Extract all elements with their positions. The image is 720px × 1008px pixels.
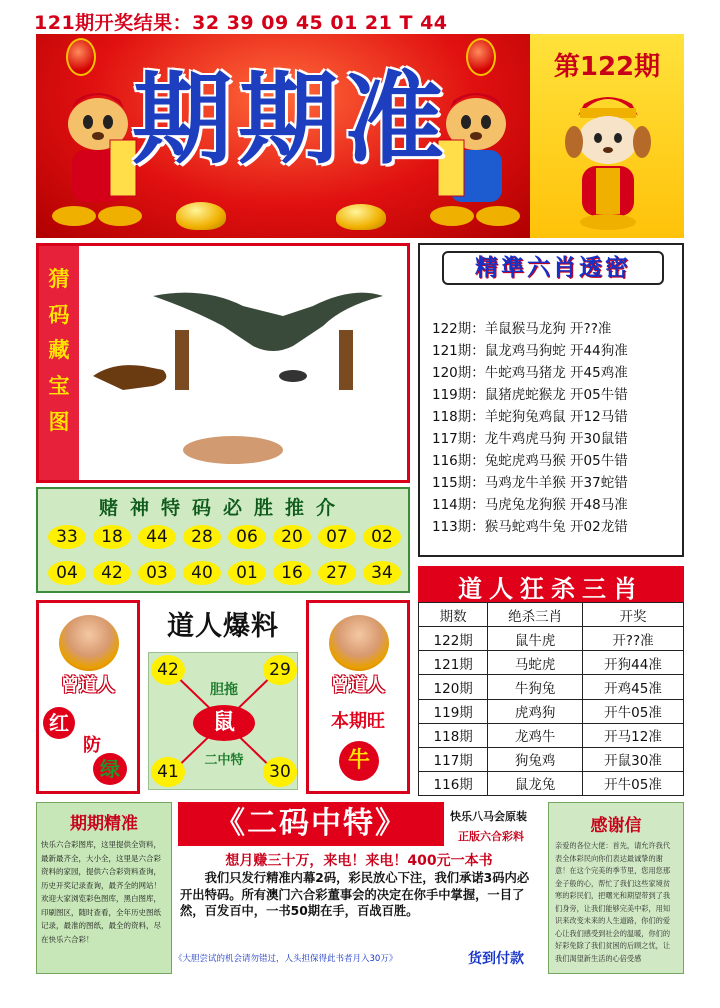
kill-table-row <box>419 771 684 795</box>
lantern-icon <box>66 38 96 76</box>
kill-cell: 121期 <box>419 651 488 675</box>
guess-label-char: 猜 <box>48 267 70 291</box>
six-zodiac-row: 113期：猴马蛇鸡牛兔 开02龙错 <box>432 519 628 535</box>
six-zodiac-row: 114期：马虎兔龙狗猴 开48马准 <box>432 497 628 513</box>
kill-table-row <box>419 747 684 771</box>
cod-label: 货到付款 <box>468 951 524 967</box>
lucky-animal: 牛 <box>339 741 379 781</box>
kill-cell: 鼠龙兔 <box>488 771 583 795</box>
six-zodiac-row: 120期：牛蛇鸡马猪龙 开45鸡准 <box>432 365 628 381</box>
burst-title: 道人爆料 <box>167 611 279 642</box>
burst-number: 29 <box>263 655 297 685</box>
burst-number: 41 <box>151 757 185 787</box>
kill-cell: 龙鸡牛 <box>488 723 583 747</box>
six-zodiac-row: 119期：鼠猪虎蛇猴龙 开05牛错 <box>432 387 628 403</box>
issue-panel <box>530 34 684 238</box>
kill-table-row <box>419 723 684 747</box>
number-ball: 27 <box>318 561 356 585</box>
kill-table-row <box>419 627 684 651</box>
kill-cell: 开牛05准 <box>582 699 683 723</box>
number-ball: 03 <box>138 561 176 585</box>
number-ball: 20 <box>273 525 311 549</box>
number-ball: 28 <box>183 525 221 549</box>
six-zodiac-title: 精準六肖透密 <box>475 255 631 281</box>
thanks-letter-panel <box>548 802 684 974</box>
taoist-left-panel <box>36 600 140 794</box>
guess-label-char: 图 <box>48 409 70 434</box>
two-code-title: 《二码中特》 <box>178 802 444 846</box>
kill-cell: 开??准 <box>582 627 683 651</box>
kill-cell: 开牛05准 <box>582 771 683 795</box>
title-banner <box>36 34 530 238</box>
number-ball: 01 <box>228 561 266 585</box>
number-ball: 33 <box>48 525 86 549</box>
accuracy-panel <box>36 802 172 974</box>
number-ball: 06 <box>228 525 266 549</box>
issue-number: 第122期 <box>553 52 661 82</box>
kill-title: 道人狂杀三肖 <box>458 575 644 603</box>
er-label: 二中特 <box>204 753 244 768</box>
thanks-text: 亲爱的各位大佬：首先，请允许我代表全体彩民向你们表达最诚挚的谢意！在这个完美的季节里，您用您那金子般的心，帮忙了我们这些家境贫寒的彩民们，把曙光和期望带到了我们身旁，让我们能够完美中彩，用知识来改变未来的人生道路，你们的爱心让我们感受到社会的温暖，你们的好彩免除了我们贫困的后顾之忧，让我们渴望新生活的心倍受感 <box>555 841 671 963</box>
kill-cell: 马蛇虎 <box>488 651 583 675</box>
kill-cell: 鼠牛虎 <box>488 627 583 651</box>
kill-col-header: 绝杀三肖 <box>488 603 583 627</box>
six-zodiac-row: 122期：羊鼠猴马龙狗 开??准 <box>432 321 612 337</box>
number-ball: 40 <box>183 561 221 585</box>
six-zodiac-row: 116期：兔蛇虎鸡马猴 开05牛错 <box>432 453 628 469</box>
taoist-burst-panel <box>144 600 302 794</box>
kill-cell: 开马12准 <box>582 723 683 747</box>
gamble-numbers-panel <box>36 487 410 593</box>
six-zodiac-title-box <box>442 251 664 285</box>
ad-sub-1: 快乐八马会原装 <box>450 810 527 823</box>
taoist-right-panel <box>306 600 410 794</box>
kill-col-header: 开奖 <box>582 603 683 627</box>
burst-number-grid <box>148 652 298 790</box>
kill-cell: 118期 <box>419 723 488 747</box>
ad-sub-2: 正版六合彩料 <box>458 830 524 843</box>
guess-label-char: 码 <box>48 302 70 327</box>
accuracy-title: 期期精准 <box>70 814 138 834</box>
guess-picture-panel <box>36 243 410 483</box>
gold-ingot-icon <box>176 202 226 230</box>
ad-slogan: 想月赚三十万，来电！来电！400元一本书 <box>225 853 493 869</box>
number-ball: 18 <box>93 525 131 549</box>
lucky-label: 本期旺 <box>331 711 385 732</box>
kill-cell: 120期 <box>419 675 488 699</box>
accuracy-text: 快乐六合彩图库，这里提供全资料，最新最齐全，大小全，这里是六合彩资料的家园，提供六合彩资料查询，历史开奖记录查询，最齐全的网站！欢迎大家浏览彩色图库，黑白图库，印刷图区，随时查看，全年历史图纸记录，最准的图纸，最全的资料，尽在快乐六合彩！ <box>41 840 161 944</box>
burst-number: 30 <box>263 757 297 787</box>
kill-table-row <box>419 651 684 675</box>
kill-table <box>418 602 684 796</box>
center-animal: 鼠 <box>193 705 255 741</box>
kill-cell: 122期 <box>419 627 488 651</box>
burst-number: 42 <box>151 655 185 685</box>
puzzle-drawing <box>83 266 403 466</box>
number-ball: 34 <box>363 561 401 585</box>
kill-cell: 116期 <box>419 771 488 795</box>
green-badge: 绿 <box>93 753 127 785</box>
banner-title: 期期准 <box>132 61 450 178</box>
dog-mascot-icon <box>560 82 656 232</box>
kill-cell: 虎鸡狗 <box>488 699 583 723</box>
six-zodiac-row: 117期：龙牛鸡虎马狗 开30鼠错 <box>432 431 628 447</box>
number-ball: 04 <box>48 561 86 585</box>
kill-cell: 开鼠30准 <box>582 747 683 771</box>
thanks-title: 感谢信 <box>590 816 642 836</box>
kill-cell: 开鸡45准 <box>582 675 683 699</box>
number-ball: 07 <box>318 525 356 549</box>
gamble-title: 赌神特码必胜推介 <box>98 497 347 519</box>
gold-ingot-icon <box>336 204 386 230</box>
six-zodiac-panel <box>418 243 684 557</box>
red-badge: 红 <box>43 707 75 739</box>
kill-col-header: 期数 <box>419 603 488 627</box>
six-zodiac-row: 121期：鼠龙鸡马狗蛇 开44狗准 <box>432 343 628 359</box>
taoist-portrait <box>329 615 389 671</box>
guess-label-strip <box>39 246 79 480</box>
number-ball: 02 <box>363 525 401 549</box>
draw-result-line: 121期开奖结果：32 39 09 45 01 21 T 44 <box>34 12 448 34</box>
ad-footer: 《大胆尝试的机会请勿错过，人头担保得此书者月入30万》 <box>174 954 398 964</box>
kill-table-header <box>419 603 684 627</box>
kill-cell: 117期 <box>419 747 488 771</box>
number-ball: 44 <box>138 525 176 549</box>
taoist-name: 曾道人 <box>331 675 385 696</box>
number-ball: 16 <box>273 561 311 585</box>
kill-cell: 牛狗兔 <box>488 675 583 699</box>
taoist-name: 曾道人 <box>61 675 115 696</box>
kill-cell: 119期 <box>419 699 488 723</box>
six-zodiac-row: 115期：马鸡龙牛羊猴 开37蛇错 <box>432 475 628 491</box>
number-ball: 42 <box>93 561 131 585</box>
fang-label: 防 <box>83 735 101 756</box>
six-zodiac-row: 118期：羊蛇狗兔鸡鼠 开12马错 <box>432 409 628 425</box>
ad-body: 我们只发行精准内幕2码，彩民放心下注，我们承诺3码内必开出特码。所有澳门六合彩董事会的决定在你手中掌握，一目了然，百发百中，一书50期在手，百战百胜。 <box>180 871 530 918</box>
guess-label-char: 宝 <box>48 374 70 399</box>
kill-cell: 狗兔鸡 <box>488 747 583 771</box>
lantern-icon <box>466 38 496 76</box>
kill-table-row <box>419 675 684 699</box>
kill-cell: 开狗44准 <box>582 651 683 675</box>
dan-label: 胆拖 <box>210 682 238 698</box>
kill-table-row <box>419 699 684 723</box>
two-code-ad <box>172 802 546 974</box>
guess-label-char: 藏 <box>48 338 70 363</box>
taoist-portrait <box>59 615 119 671</box>
kill-title-bar <box>418 566 684 602</box>
